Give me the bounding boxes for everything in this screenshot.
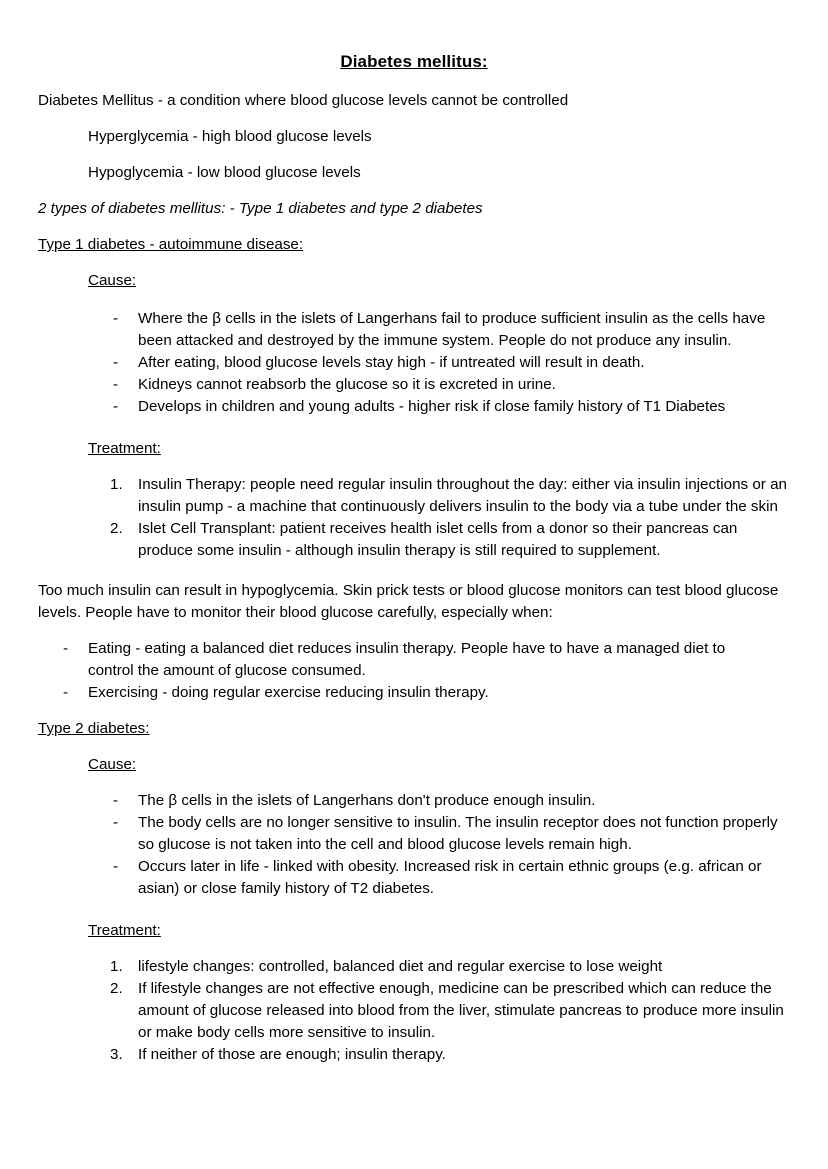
definition-hyperglycemia: Hyperglycemia - high blood glucose levels [88,128,372,145]
list-item: - The body cells are no longer sensitive to insulin. The insulin receptor does not function properly so glucose is not taken into the cell and blood glucose levels remain high. [0,812,828,856]
monitoring-paragraph: Too much insulin can result in hypoglycemia. Skin prick tests or blood glucose monitors can test blood glucose levels. People have to monitor their blood glucose carefully, especially when: [38,582,779,621]
type1-treatment-list [0,474,828,562]
list-item: - Occurs later in life - linked with obesity. Increased risk in certain ethnic groups (e.g. african or asian) or close family history of T2 diabetes. [0,856,828,900]
list-item: Insulin Therapy: people need regular insulin throughout the day: either via insulin injections or an insulin pump - a machine that continuously delivers insulin to the body via a tube under the skin [138,476,787,515]
spacer [0,292,828,308]
list-item: lifestyle changes: controlled, balanced diet and regular exercise to lose weight [138,958,663,975]
spacer [0,776,828,790]
heading-type1: Type 1 diabetes - autoimmune disease: [38,236,304,253]
list-item: If lifestyle changes are not effective enough, medicine can be prescribed which can reduce the amount of glucose released into blood from the liver, stimulate pancreas to produce more insulin or make body cells more sensitive to insulin. [138,980,784,1041]
page-title: Diabetes mellitus: [340,52,488,71]
spacer [0,942,828,956]
list-item: - After eating, blood glucose levels stay high - if untreated will result in death. [0,352,828,374]
list-item: - Eating - eating a balanced diet reduces insulin therapy. People have to have a managed diet to control the amount of glucose consumed. [0,638,828,682]
list-item: - Kidneys cannot reabsorb the glucose so it is excreted in urine. [0,374,828,396]
spacer [0,220,828,234]
spacer [0,624,828,638]
heading-type1-cause: Cause: [88,272,137,289]
monitoring-list [0,638,828,704]
spacer [0,562,828,580]
spacer [0,900,828,920]
heading-type1-treatment: Treatment: [88,440,161,457]
spacer [0,112,828,126]
list-item: - Where the β cells in the islets of Langerhans fail to produce sufficient insulin as the cells have been attacked and destroyed by the immune system. People do not produce any insulin. [0,308,828,352]
intro-paragraph: Diabetes Mellitus - a condition where blood glucose levels cannot be controlled [38,92,569,109]
type2-cause-list [0,790,828,900]
heading-type2-cause: Cause: [88,756,137,773]
list-item: - The β cells in the islets of Langerhans don't produce enough insulin. [0,790,828,812]
spacer [0,184,828,198]
types-overview-line: 2 types of diabetes mellitus: - Type 1 diabetes and type 2 diabetes [38,200,483,217]
spacer [0,418,828,438]
type1-cause-list [0,308,828,418]
spacer [0,704,828,718]
list-item: - Develops in children and young adults - higher risk if close family history of T1 Diabetes [0,396,828,418]
spacer [0,256,828,270]
list-item: Islet Cell Transplant: patient receives health islet cells from a donor so their pancreas can produce some insulin - although insulin therapy is still required to supplement. [138,520,738,559]
list-item: If neither of those are enough; insulin therapy. [138,1046,446,1063]
heading-type2-treatment: Treatment: [88,922,161,939]
heading-type2: Type 2 diabetes: [38,720,150,737]
spacer [0,148,828,162]
list-item: - Exercising - doing regular exercise reducing insulin therapy. [0,682,828,704]
definition-hypoglycemia: Hypoglycemia - low blood glucose levels [88,164,361,181]
spacer [0,460,828,474]
spacer [0,740,828,754]
spacer [0,72,828,90]
type2-treatment-list [0,956,828,1066]
